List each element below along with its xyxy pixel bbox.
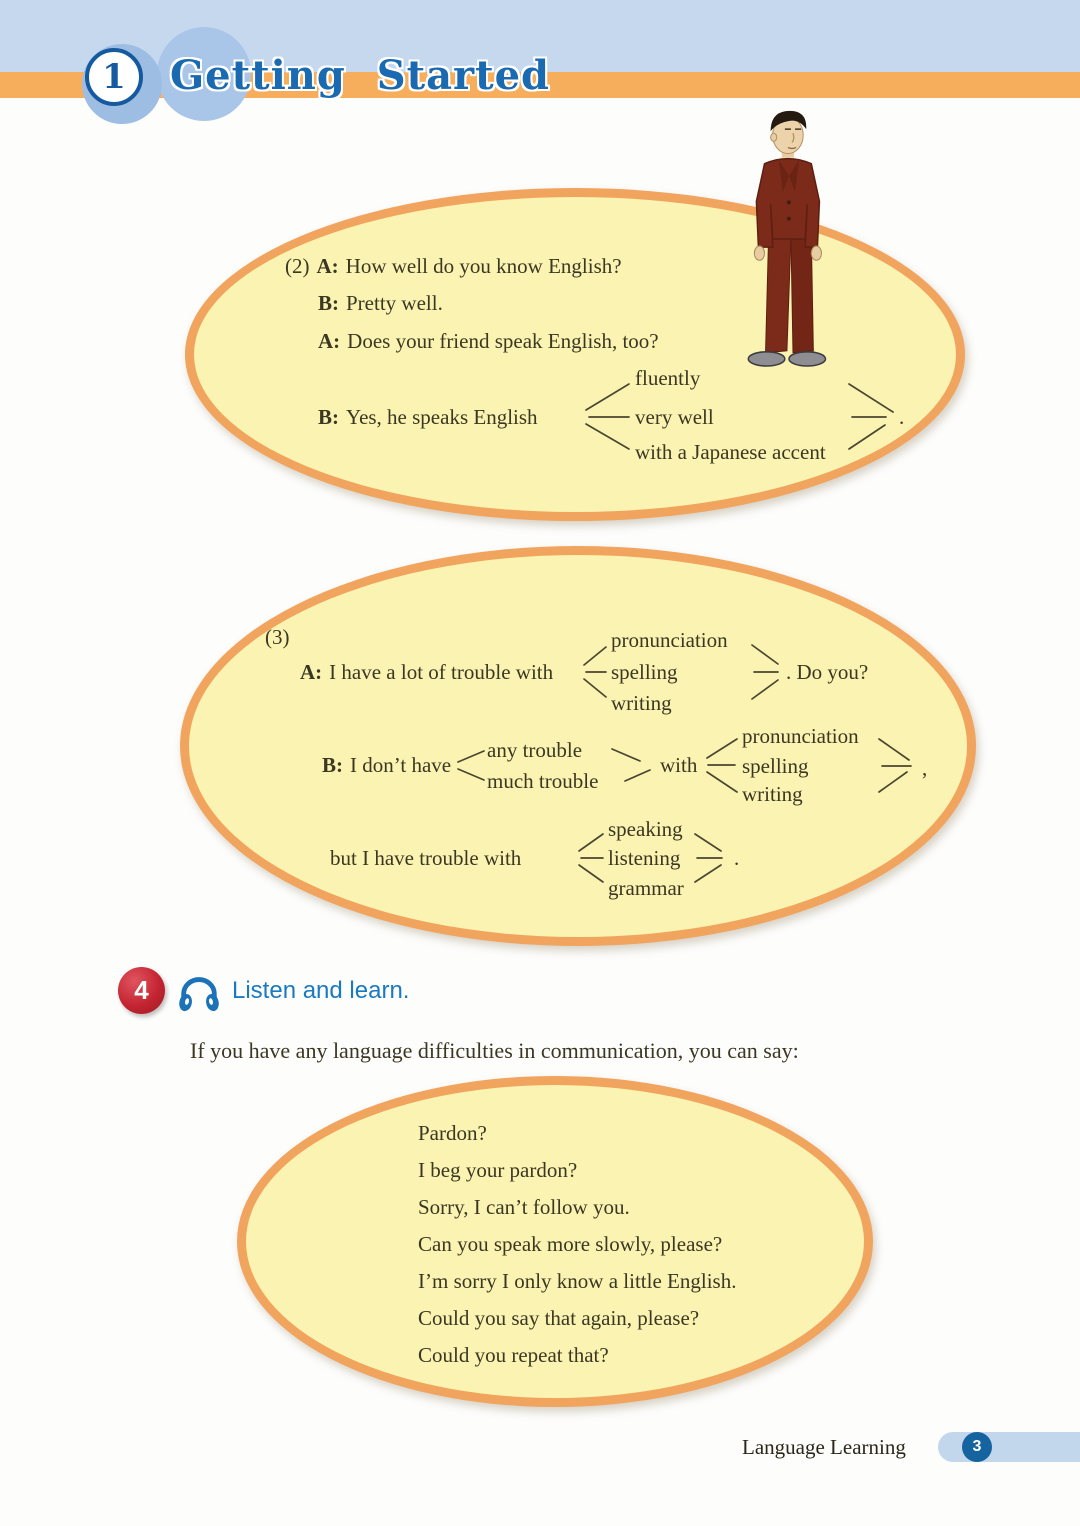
headphones-icon [176,968,222,1016]
option-label: spelling [611,660,678,684]
footer-section-label: Language Learning [742,1435,906,1459]
option-label: speaking [608,817,683,841]
dialog-line [318,329,659,353]
unit-number: 1 [102,57,126,97]
page-number: 3 [972,1438,982,1455]
phrase-line: I’m sorry I only know a little English. [418,1269,737,1293]
phrase-line: Pardon? [418,1121,487,1145]
dialog-text: I don’t have [350,753,452,777]
activity-number: 4 [134,975,149,1005]
option-label: spelling [742,754,809,778]
connector-word: with [660,753,698,777]
dialog-text: but I have trouble with [330,846,522,870]
speaker-label: A: [318,329,341,353]
speaker-label: B: [318,405,339,429]
option-label: listening [608,846,681,870]
phrase-line: Could you repeat that? [418,1343,609,1367]
speaker-label: A: [316,254,339,278]
dialog-line [285,254,622,278]
phrase-line: Can you speak more slowly, please? [418,1232,723,1256]
option-label: much trouble [487,769,599,793]
dialog-line [318,291,443,315]
speaker-label: B: [318,291,339,315]
dialog-text: Yes, he speaks English [346,405,538,429]
dialog-line [318,405,538,429]
option-label: pronunciation [611,628,728,652]
phrase-line: Sorry, I can’t follow you. [418,1195,630,1219]
end-punctuation: , [922,756,928,780]
option-label: writing [742,782,803,806]
option-label: with a Japanese accent [635,440,826,464]
option-label: fluently [635,366,701,390]
dialog-line [330,846,521,870]
page-number-pill [938,1432,1080,1462]
dialog-text: I have a lot of trouble with [329,660,554,684]
speaker-label: A: [300,660,323,684]
unit-number-badge [85,48,143,106]
item-number: (2) [285,254,310,278]
page-number-badge [962,1432,992,1462]
activity-number-badge [118,967,165,1014]
dialog-text: Does your friend speak English, too? [347,329,659,353]
option-label: any trouble [487,738,583,762]
option-label: writing [611,691,672,715]
intro-text: If you have any language difficulties in communication, you can say: [190,1038,799,1063]
end-punctuation: . [899,405,905,429]
man-illustration [732,104,854,380]
speaker-label: B: [322,753,343,777]
item-number: (3) [265,625,290,649]
phrase-line: I beg your pardon? [418,1158,578,1182]
end-punctuation: . Do you? [786,660,869,684]
dialog-line [300,660,553,684]
activity-title: Listen and learn. [232,977,410,1004]
option-label: pronunciation [742,724,859,748]
option-label: very well [635,405,714,429]
dialog-text: How well do you know English? [345,254,622,278]
phrase-line: Could you say that again, please? [418,1306,700,1330]
page-title: Getting Started [170,52,550,99]
dialog-line [322,753,451,777]
end-punctuation: . [734,846,740,870]
option-label: grammar [608,876,684,900]
dialog-text: Pretty well. [346,291,443,315]
